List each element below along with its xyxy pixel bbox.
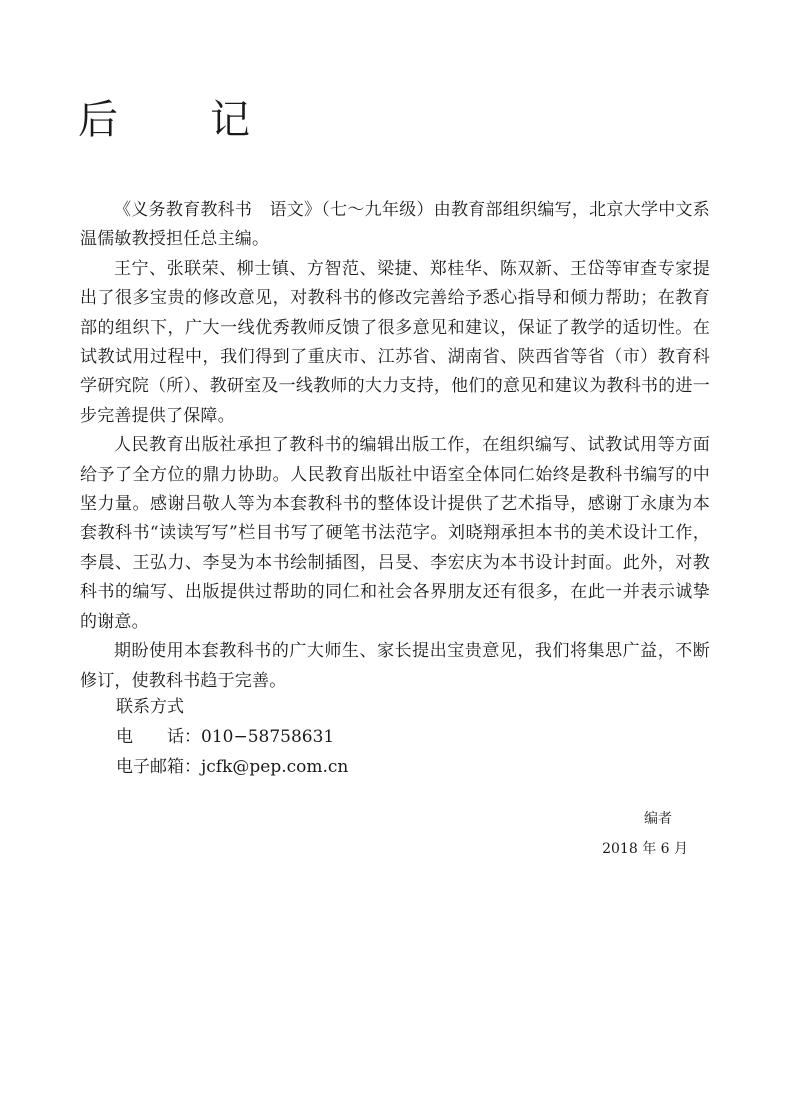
signoff: [602, 804, 688, 864]
signoff-author: 编者: [644, 811, 672, 827]
contact-phone: [116, 722, 516, 752]
postscript-body: [80, 196, 710, 696]
paragraph-closing: 期盼使用本套教科书的广大师生、家长提出宝贵意见，我们将集思广益，不断修订，使教科书趋于完善。: [80, 641, 710, 691]
contact-heading: 联系方式: [116, 697, 184, 717]
contact-info: [116, 692, 516, 782]
phone-label: 电 话：: [116, 727, 201, 747]
paragraph-publisher: 人民教育出版社承担了教科书的编辑出版工作，在组织编写、试教试用等方面给予了全方位的鼎力协助。人民教育出版社中语室全体同仁始终是教科书编写的中坚力量。感谢吕敬人等为本套教科书的整体设计提供了艺术指导，感谢丁永康为本套教科书“读读写写”栏目书写了硬笔书法范字。刘晓翔承担本书的美术设计工作，李晨、王弘力、李旻为本书绘制插图，吕旻、李宏庆为本书设计封面。此外，对教科书的编写、出版提供过帮助的同仁和社会各界朋友还有很多，在此一并表示诚挚的谢意。: [80, 435, 710, 632]
contact-email: [116, 752, 516, 782]
paragraph-reviewers: 王宁、张联荣、柳士镇、方智范、梁捷、郑桂华、陈双新、王岱等审查专家提出了很多宝贵的修改意见，对教科书的修改完善给予悉心指导和倾力帮助；在教育部的组织下，广大一线优秀教师反馈了很多意见和建议，保证了教学的适切性。在试教试用过程中，我们得到了重庆市、江苏省、湖南省、陕西省等省（市）教育科学研究院（所）、教研室及一线教师的大力支持，他们的意见和建议为教科书的进一步完善提供了保障。: [80, 258, 710, 426]
email-label: 电子邮箱：: [116, 757, 201, 777]
paragraph-intro: 《义务教育教科书 语文》（七～九年级）由教育部组织编写，北京大学中文系温儒敏教授担任总主编。: [80, 200, 710, 250]
page-title: 后 记: [78, 97, 276, 143]
email-value: jcfk@pep.com.cn: [201, 757, 349, 777]
signoff-date: 2018 年 6 月: [602, 841, 688, 857]
phone-value: 010−58758631: [201, 727, 335, 747]
